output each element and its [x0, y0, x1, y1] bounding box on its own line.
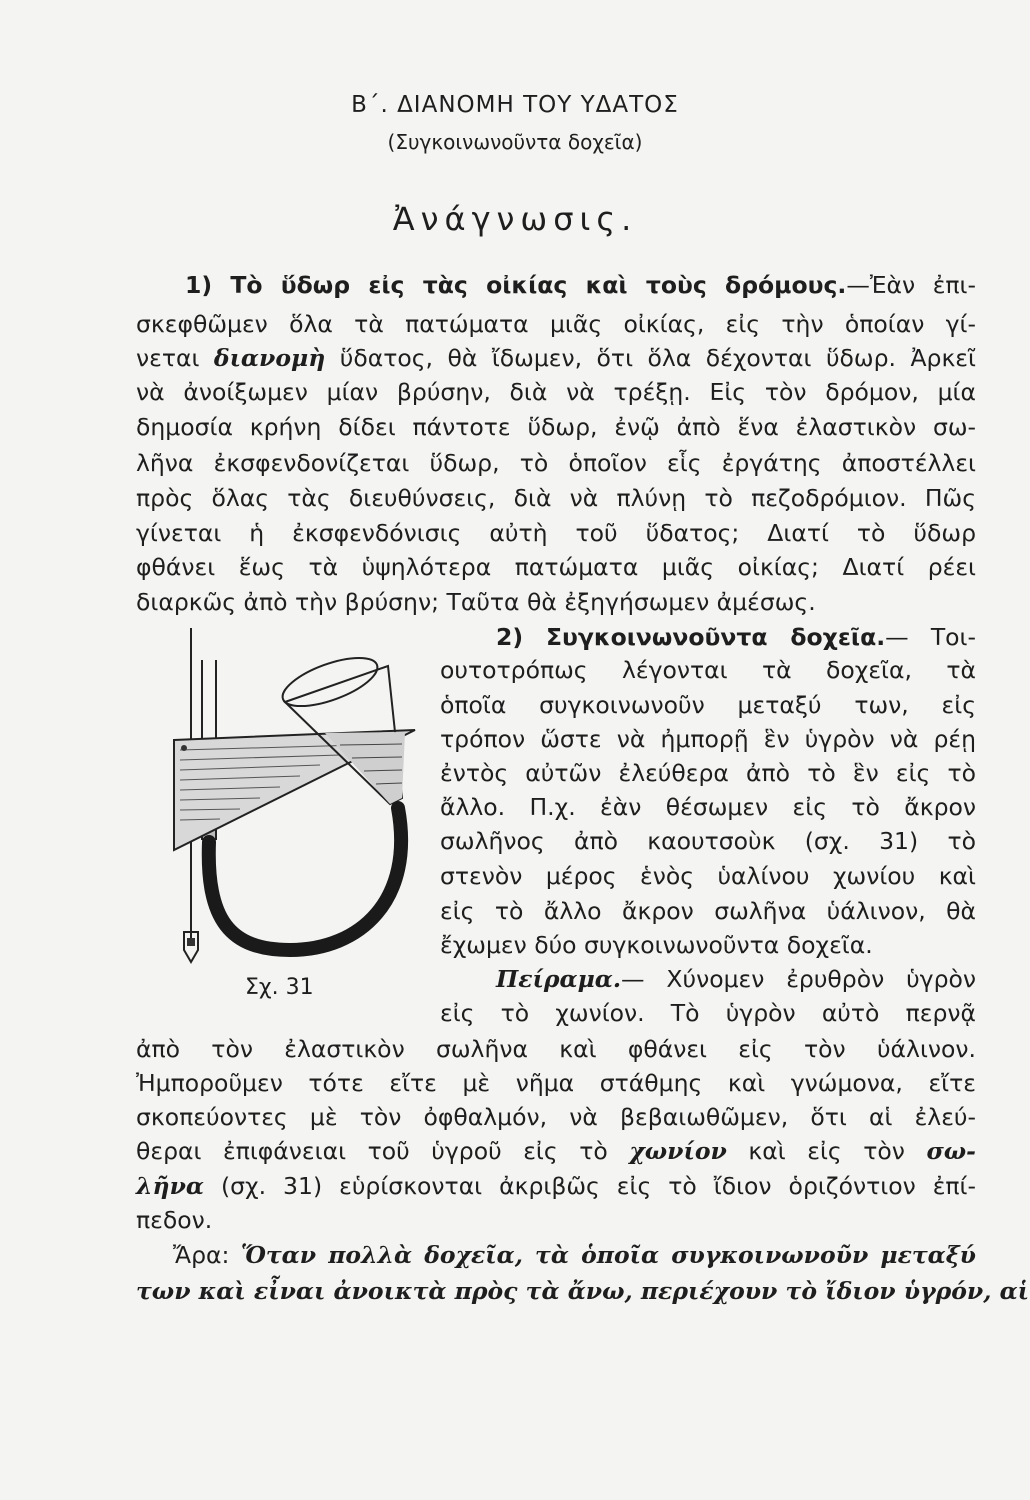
para2-line-10: ἔχωμεν δύο συγκοινωνοῦντα δοχεῖα. [440, 931, 873, 959]
para3-line-1: Πείραμα.— Χύνομεν ἐρυθρὸν ὑγρὸν [496, 965, 976, 993]
emphasis-dianomi: διανομὴ [213, 344, 326, 372]
para3-line-6: θεραι ἐπιφάνειαι τοῦ ὑγροῦ εἰς τὸ χωνίον καὶ εἰς τὸν σω- [136, 1137, 976, 1165]
figure-communicating-vessels [140, 620, 430, 1020]
para1-line-3: νεται διανομὴ ὕδατος, θὰ ἴδωμεν, ὅτι ὅλα δέχονται ὕδωρ. Ἀρκεῖ [136, 344, 976, 372]
chapter-title: Β΄. ΔΙΑΝΟΜΗ ΤΟΥ ΥΔΑΤΟΣ [351, 92, 679, 118]
para2-line-8: στενὸν μέρος ἑνὸς ὑαλίνου χωνίου καὶ [440, 862, 976, 890]
para1-line-9: φθάνει ἕως τὰ ὑψηλότερα πατώματα μιᾶς οἰκίας; Διατί ρέει [136, 553, 976, 581]
rubber-tube [209, 808, 401, 950]
para3-line-8: πεδον. [136, 1206, 213, 1234]
para3-line-2: εἰς τὸ χωνίον. Τὸ ὑγρὸν αὐτὸ περνᾷ [440, 999, 976, 1027]
para3-heading: Πείραμα. [496, 965, 622, 993]
para2-line-9: εἰς τὸ ἄλλο ἄκρον σωλῆνα ὑάλινον, θὰ [440, 897, 976, 925]
para2-line-4: τρόπον ὥστε νὰ ἠμπορῇ ἓν ὑγρὸν νὰ ρέῃ [440, 725, 976, 753]
para2-heading: 2) Συγκοινωνοῦντα δοχεῖα. [496, 623, 886, 651]
para1-line-1: 1) Τὸ ὕδωρ εἰς τὰς οἰκίας καὶ τοὺς δρόμους.—Ἐὰν ἐπι- [185, 271, 976, 299]
para1-heading: 1) Τὸ ὕδωρ εἰς τὰς οἰκίας καὶ τοὺς δρόμους. [185, 271, 847, 299]
para2-line-5: ἐντὸς αὐτῶν ἐλεύθερα ἀπὸ τὸ ἓν εἰς τὸ [440, 759, 976, 787]
para3-line-5: σκοπεύοντες μὲ τὸν ὀφθαλμόν, νὰ βεβαιωθῶμεν, ὅτι αἱ ἐλεύ- [136, 1103, 976, 1131]
para1-line-8: γίνεται ἡ ἐκσφενδόνισις αὐτὴ τοῦ ὕδατος; Διατί τὸ ὕδωρ [136, 519, 976, 547]
para2-line-3: ὁποῖα συγκοινωνοῦν μεταξύ των, εἰς [440, 691, 976, 719]
para1-line-4: νὰ ἀνοίξωμεν μίαν βρύσην, διὰ νὰ τρέξῃ. Εἰς τὸν δρόμον, μία [136, 378, 976, 406]
para3-line-7: λῆνα (σχ. 31) εὑρίσκονται ἀκριβῶς εἰς τὸ ἴδιον ὁριζόντιον ἐπί- [136, 1172, 976, 1200]
conclusion-line-2: των καὶ εἶναι ἀνοικτὰ πρὸς τὰ ἄνω, περιέχουν τὸ ἴδιον ὑγρόν, αἱ [136, 1277, 1030, 1305]
para1-line-7: πρὸς ὅλας τὰς διευθύνσεις, διὰ νὰ πλύνῃ τὸ πεζοδρόμιον. Πῶς [136, 484, 976, 512]
para2-line-7: σωλῆνος ἀπὸ καουτσοὺκ (σχ. 31) τὸ [440, 827, 976, 855]
para1-line-5: δημοσία κρήνη δίδει πάντοτε ὕδωρ, ἐνῷ ἀπὸ ἕνα ἐλαστικὸν σω- [136, 413, 976, 441]
emphasis-solina-1: σω- [926, 1137, 976, 1165]
para1-line-2: σκεφθῶμεν ὅλα τὰ πατώματα μιᾶς οἰκίας, εἰς τὴν ὁποίαν γί- [136, 310, 976, 338]
para1-line-10: διαρκῶς ἀπὸ τὴν βρύσην; Ταῦτα θὰ ἐξηγήσωμεν ἀμέσως. [136, 588, 816, 616]
chapter-subtitle: (Συγκοινωνοῦντα δοχεῖα) [387, 130, 643, 154]
para1-line-6: λῆνα ἐκσφενδονίζεται ὕδωρ, τὸ ὁποῖον εἷς ἐργάτης ἀποστέλλει [136, 449, 976, 477]
section-title: Ἀνάγνωσις. [392, 200, 638, 238]
para2-line-1: 2) Συγκοινωνοῦντα δοχεῖα.— Τοι- [496, 623, 976, 651]
para3-line-4: Ἠμποροῦμεν τότε εἴτε μὲ νῆμα στάθμης καὶ γνώμονα, εἴτε [136, 1069, 976, 1097]
emphasis-choni: χωνίον [629, 1137, 727, 1165]
emphasis-solina-2: λῆνα [136, 1172, 204, 1200]
para2-line-2: ουτοτρόπως λέγονται τὰ δοχεῖα, τὰ [440, 656, 976, 684]
conclusion-line-1: Ἄρα: Ὅταν πολλὰ δοχεῖα, τὰ ὁποῖα συγκοινωνοῦν μεταξύ [173, 1241, 976, 1269]
para3-line-3: ἀπὸ τὸν ἐλαστικὸν σωλῆνα καὶ φθάνει εἰς τὸν ὑάλινον. [136, 1035, 976, 1063]
funnel-rim [277, 648, 383, 716]
para2-line-6: ἄλλο. Π.χ. ἐὰν θέσωμεν εἰς τὸ ἄκρον [440, 793, 976, 821]
figure-caption: Σχ. 31 [245, 975, 314, 1000]
